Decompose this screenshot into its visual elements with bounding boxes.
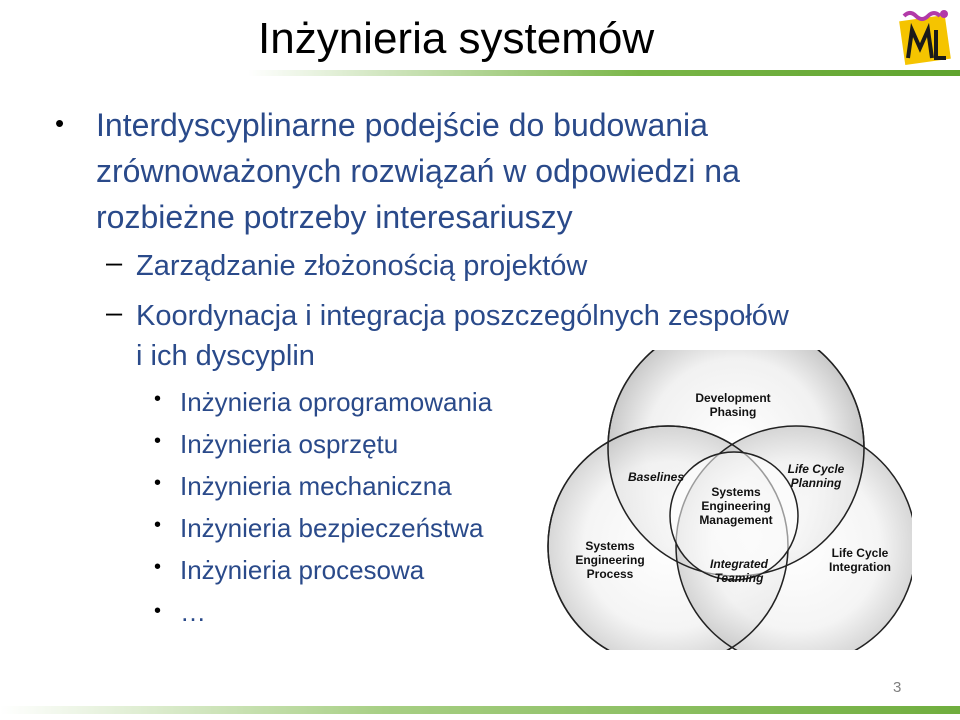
slide-title: Inżynieria systemów — [258, 14, 655, 63]
label-center-2: Engineering — [701, 499, 771, 513]
item-dot: • — [154, 388, 162, 410]
list-item: Inżynieria osprzętu — [180, 429, 399, 459]
label-development: Development — [695, 391, 771, 405]
dash: – — [106, 297, 123, 329]
list-item: … — [180, 597, 206, 627]
dash: – — [106, 247, 123, 279]
item-dot: • — [154, 514, 162, 536]
sub-bullet-coordination: Koordynacja i integracja poszczególnych zespołów — [136, 300, 789, 332]
label-phasing: Phasing — [709, 405, 757, 419]
label-process-3: Process — [586, 567, 634, 581]
label-lifecycle-planning-1: Life Cycle — [787, 462, 845, 476]
footer-bar — [0, 706, 960, 714]
label-integrated-1: Integrated — [709, 557, 769, 571]
sysml-logo-icon — [898, 8, 952, 66]
sub-bullet-complexity: Zarządzanie złożonością projektów — [136, 250, 588, 282]
page-number: 3 — [893, 679, 902, 696]
main-bullet: Interdyscyplinarne podejście do budowania zrównoważonych rozwiązań w odpowiedzi na rozbieżne potrzeby interesariuszy — [96, 107, 740, 235]
list-item: Inżynieria procesowa — [180, 555, 425, 585]
item-dot: • — [154, 472, 162, 494]
sub-bullet-coordination-cont: i ich dyscyplin — [136, 340, 315, 372]
label-process-2: Engineering — [575, 553, 645, 567]
label-integrated-2: Teaming — [714, 571, 764, 585]
label-lifecycle-planning-2: Planning — [790, 476, 842, 490]
item-dot: • — [154, 556, 162, 578]
title-underline — [248, 70, 960, 76]
bullet-dot: • — [55, 108, 65, 138]
label-integration-1: Life Cycle — [831, 546, 889, 560]
list-item: Inżynieria mechaniczna — [180, 471, 452, 501]
label-integration-2: Integration — [829, 560, 891, 574]
label-center-3: Management — [699, 513, 773, 527]
venn-diagram — [540, 350, 912, 650]
list-item: Inżynieria bezpieczeństwa — [180, 513, 484, 543]
label-process-1: Systems — [585, 539, 635, 553]
list-item: Inżynieria oprogramowania — [180, 387, 493, 417]
label-center-1: Systems — [711, 485, 761, 499]
item-dot: • — [154, 600, 162, 622]
item-dot: • — [154, 430, 162, 452]
label-baselines: Baselines — [627, 470, 685, 484]
